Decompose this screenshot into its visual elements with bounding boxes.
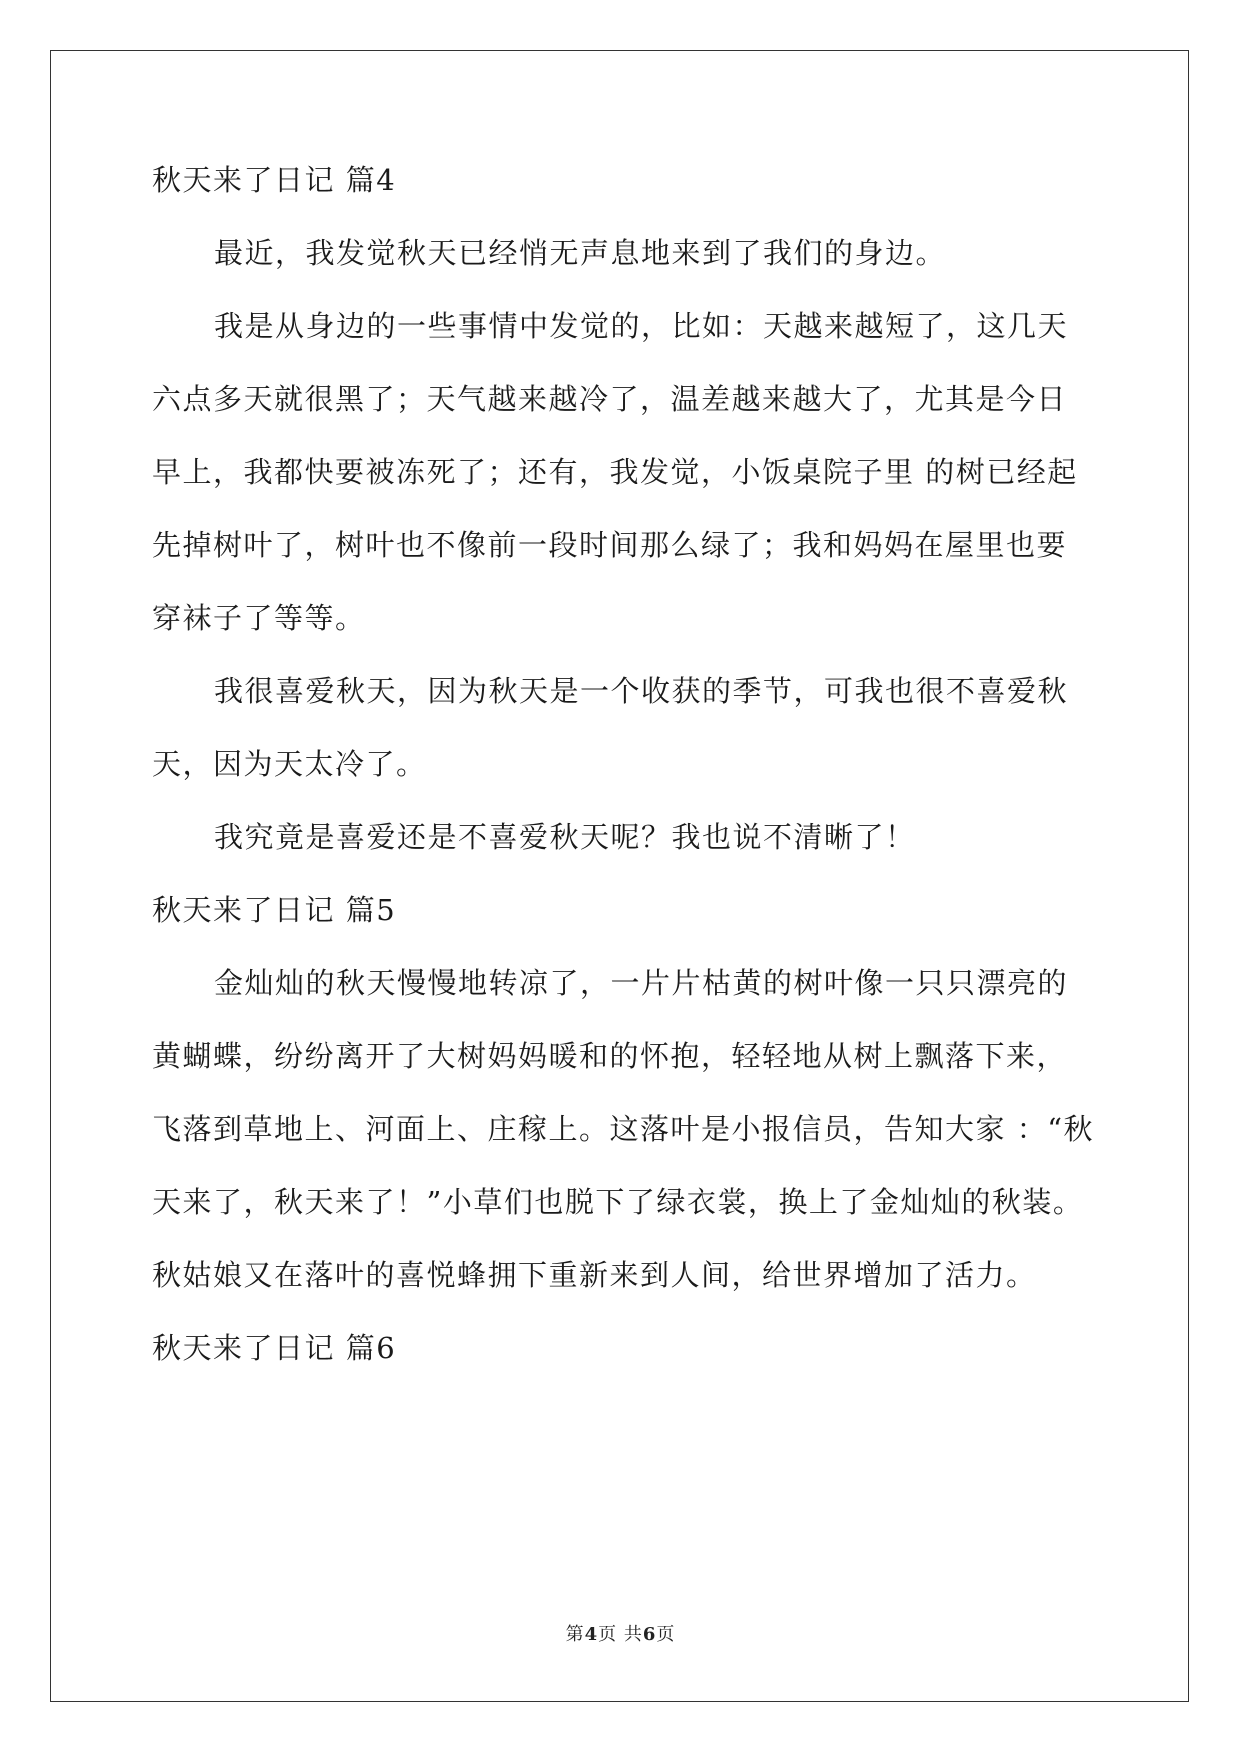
paragraph-line: 秋姑娘又在落叶的喜悦蜂拥下重新来到人间，给世界增加了活力。 (152, 1258, 1037, 1292)
paragraph-line: 金灿灿的秋天慢慢地转凉了，一片片枯黄的树叶像一只只漂亮的 (214, 966, 1069, 1000)
page-footer (0, 1620, 1241, 1646)
section-heading: 秋天来了日记 篇4 (152, 163, 397, 197)
paragraph-line: 六点多天就很黑了；天气越来越冷了，温差越来越大了，尤其是今日 (152, 382, 1068, 416)
paragraph-line: 我究竟是喜爱还是不喜爱秋天呢？我也说不清晰了！ (214, 820, 916, 854)
paragraph-line: 天来了，秋天来了！”小草们也脱下了绿衣裳，换上了金灿灿的秋装。 (152, 1185, 1084, 1219)
paragraph-line: 早上，我都快要被冻死了；还有，我发觉，小饭桌院子里 的树已经起 (152, 455, 1078, 489)
footer-page-mid: 页 共 (598, 1624, 643, 1645)
footer-page-total: 6 (642, 1624, 657, 1645)
paragraph-line: 飞落到草地上、河面上、庄稼上。这落叶是小报信员，告知大家 ：“秋 (152, 1112, 1095, 1146)
paragraph-line: 我很喜爱秋天，因为秋天是一个收获的季节，可我也很不喜爱秋 (214, 674, 1069, 708)
paragraph-line: 最近，我发觉秋天已经悄无声息地来到了我们的身边。 (214, 236, 947, 270)
paragraph-line: 天，因为天太冷了。 (152, 747, 427, 781)
document-body (152, 162, 1102, 1403)
footer-page-suffix: 页 (656, 1624, 676, 1645)
footer-page-prefix: 第 (565, 1624, 585, 1645)
paragraph-line: 黄蝴蝶，纷纷离开了大树妈妈暖和的怀抱，轻轻地从树上飘落下来， (152, 1039, 1068, 1073)
paragraph-line: 穿袜子了等等。 (152, 601, 366, 635)
paragraph-line: 我是从身边的一些事情中发觉的，比如：天越来越短了，这几天 (214, 309, 1069, 343)
section-heading: 秋天来了日记 篇6 (152, 1331, 397, 1365)
footer-page-current: 4 (584, 1624, 599, 1645)
paragraph-line: 先掉树叶了，树叶也不像前一段时间那么绿了；我和妈妈在屋里也要 (152, 528, 1068, 562)
section-heading: 秋天来了日记 篇5 (152, 893, 397, 927)
